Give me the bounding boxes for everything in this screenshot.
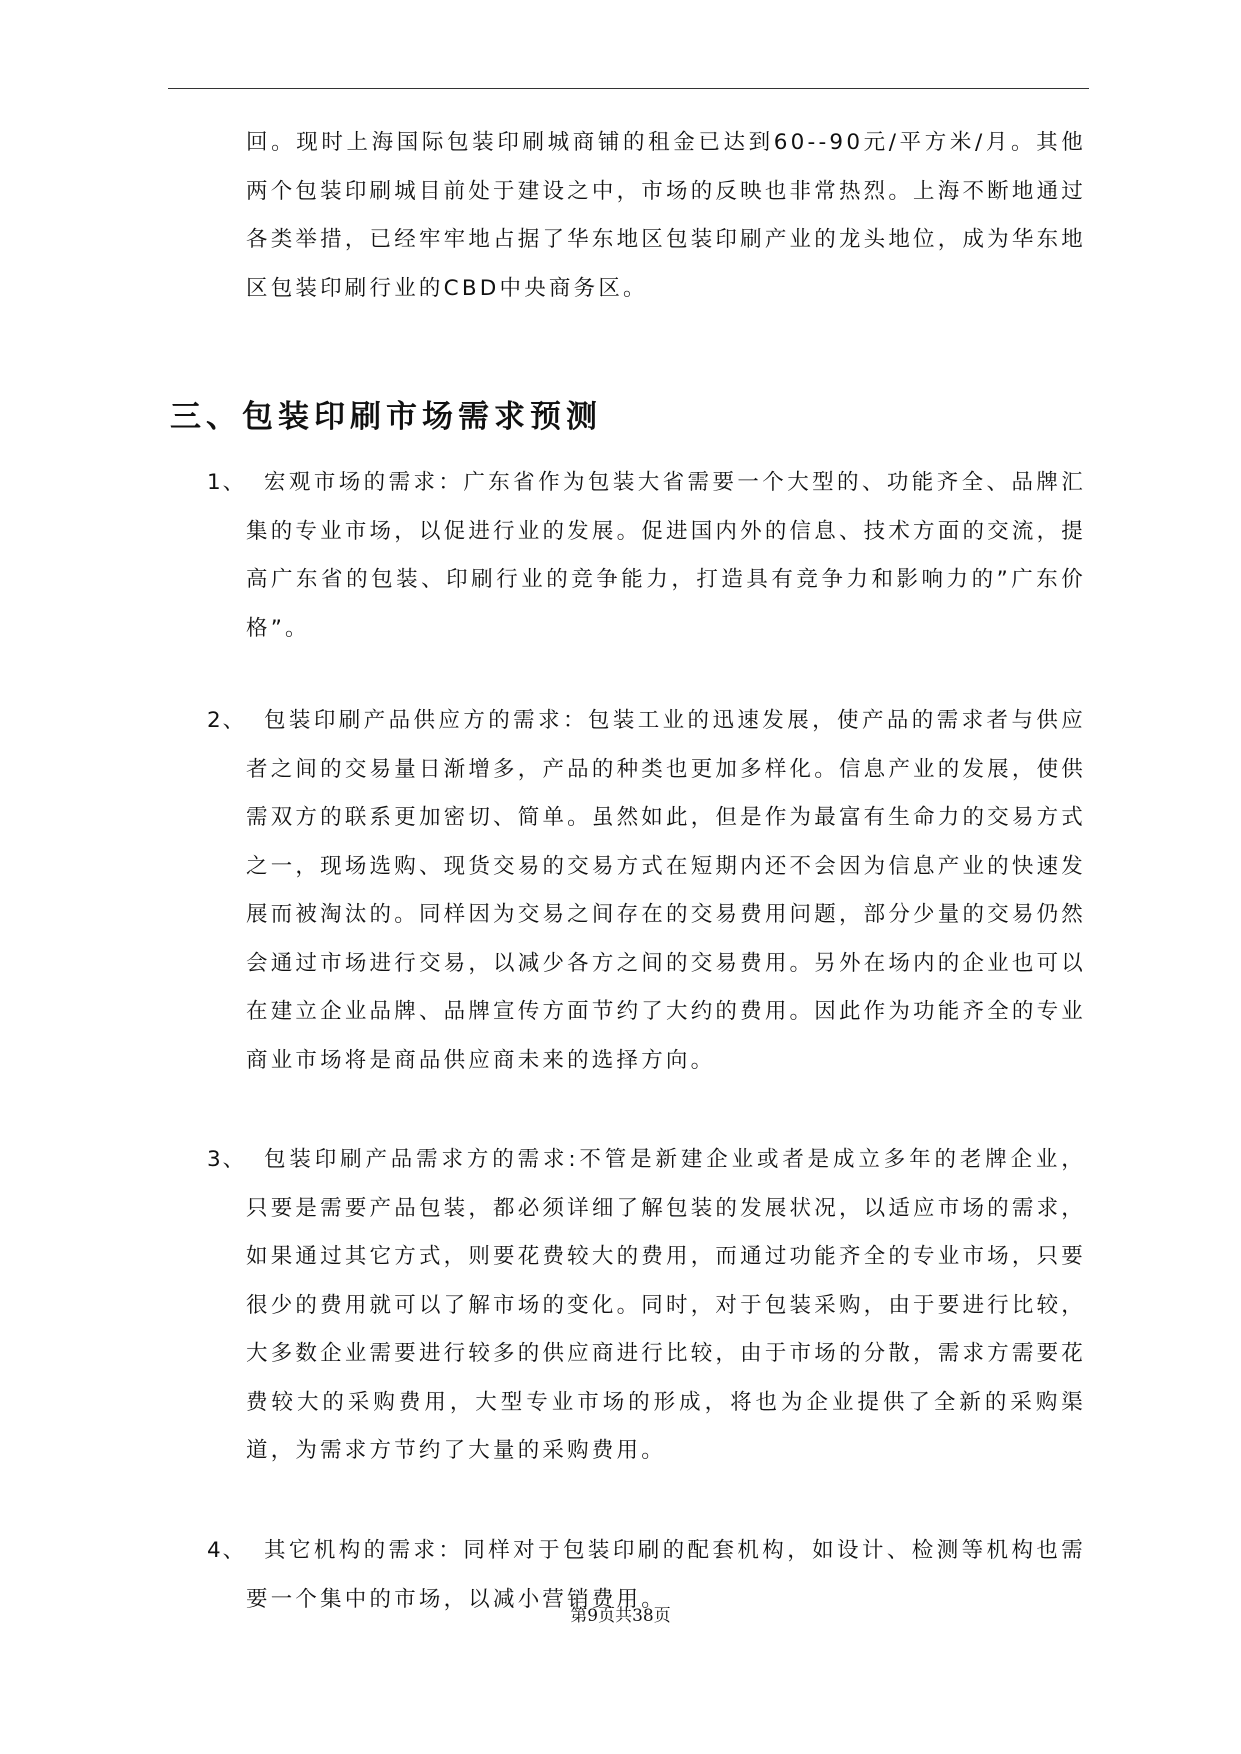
list-item-number: 4、 [207, 1538, 247, 1563]
intro-paragraph: 回。现时上海国际包装印刷城商铺的租金已达到60--90元/平方米/月。其他两个包装印刷城目前处于建设之中，市场的反映也非常热烈。上海不断地通过各类举措，已经牢牢地占据了华东地区包装印刷产业的龙头地位，成为华东地区包装印刷行业的CBD中央商务区。 [246, 130, 1086, 301]
section-heading: 三、包装印刷市场需求预测 [170, 399, 602, 435]
list-item-number: 1、 [207, 470, 247, 495]
list-item-number: 2、 [207, 708, 247, 733]
list-item-text: 包装印刷产品需求方的需求:不管是新建企业或者是成立多年的老牌企业，只要是需要产品包装，都必须详细了解包装的发展状况，以适应市场的需求，如果通过其它方式，则要花费较大的费用，而通过功能齐全的专业市场，只要很少的费用就可以了解市场的变化。同时，对于包装采购，由于要进行比较，大多数企业需要进行较多的供应商进行比较，由于市场的分散，需求方需要花费较大的采购费用，大型专业市场的形成，将也为企业提供了全新的采购渠道，为需求方节约了大量的采购费用。 [246, 1147, 1086, 1463]
list-item-text: 包装印刷产品供应方的需求：包装工业的迅速发展，使产品的需求者与供应者之间的交易量日渐增多，产品的种类也更加多样化。信息产业的发展，使供需双方的联系更加密切、简单。虽然如此，但是作为最富有生命力的交易方式之一，现场选购、现货交易的交易方式在短期内还不会因为信息产业的快速发展而被淘汰的。同样因为交易之间存在的交易费用问题，部分少量的交易仍然会通过市场进行交易，以减少各方之间的交易费用。另外在场内的企业也可以在建立企业品牌、品牌宣传方面节约了大约的费用。因此作为功能齐全的专业商业市场将是商品供应商未来的选择方向。 [246, 708, 1086, 1073]
page-footer: 第9页共38页 [570, 1606, 671, 1626]
header-rule [168, 88, 1089, 89]
list-item-text: 其它机构的需求：同样对于包装印刷的配套机构，如设计、检测等机构也需要一个集中的市场，以减小营销费用。 [246, 1538, 1086, 1612]
list-item-number: 3、 [207, 1147, 247, 1172]
list-item-text: 宏观市场的需求：广东省作为包装大省需要一个大型的、功能齐全、品牌汇集的专业市场，以促进行业的发展。促进国内外的信息、技术方面的交流，提高广东省的包装、印刷行业的竞争能力，打造具有竞争力和影响力的”广东价格”。 [246, 470, 1086, 641]
